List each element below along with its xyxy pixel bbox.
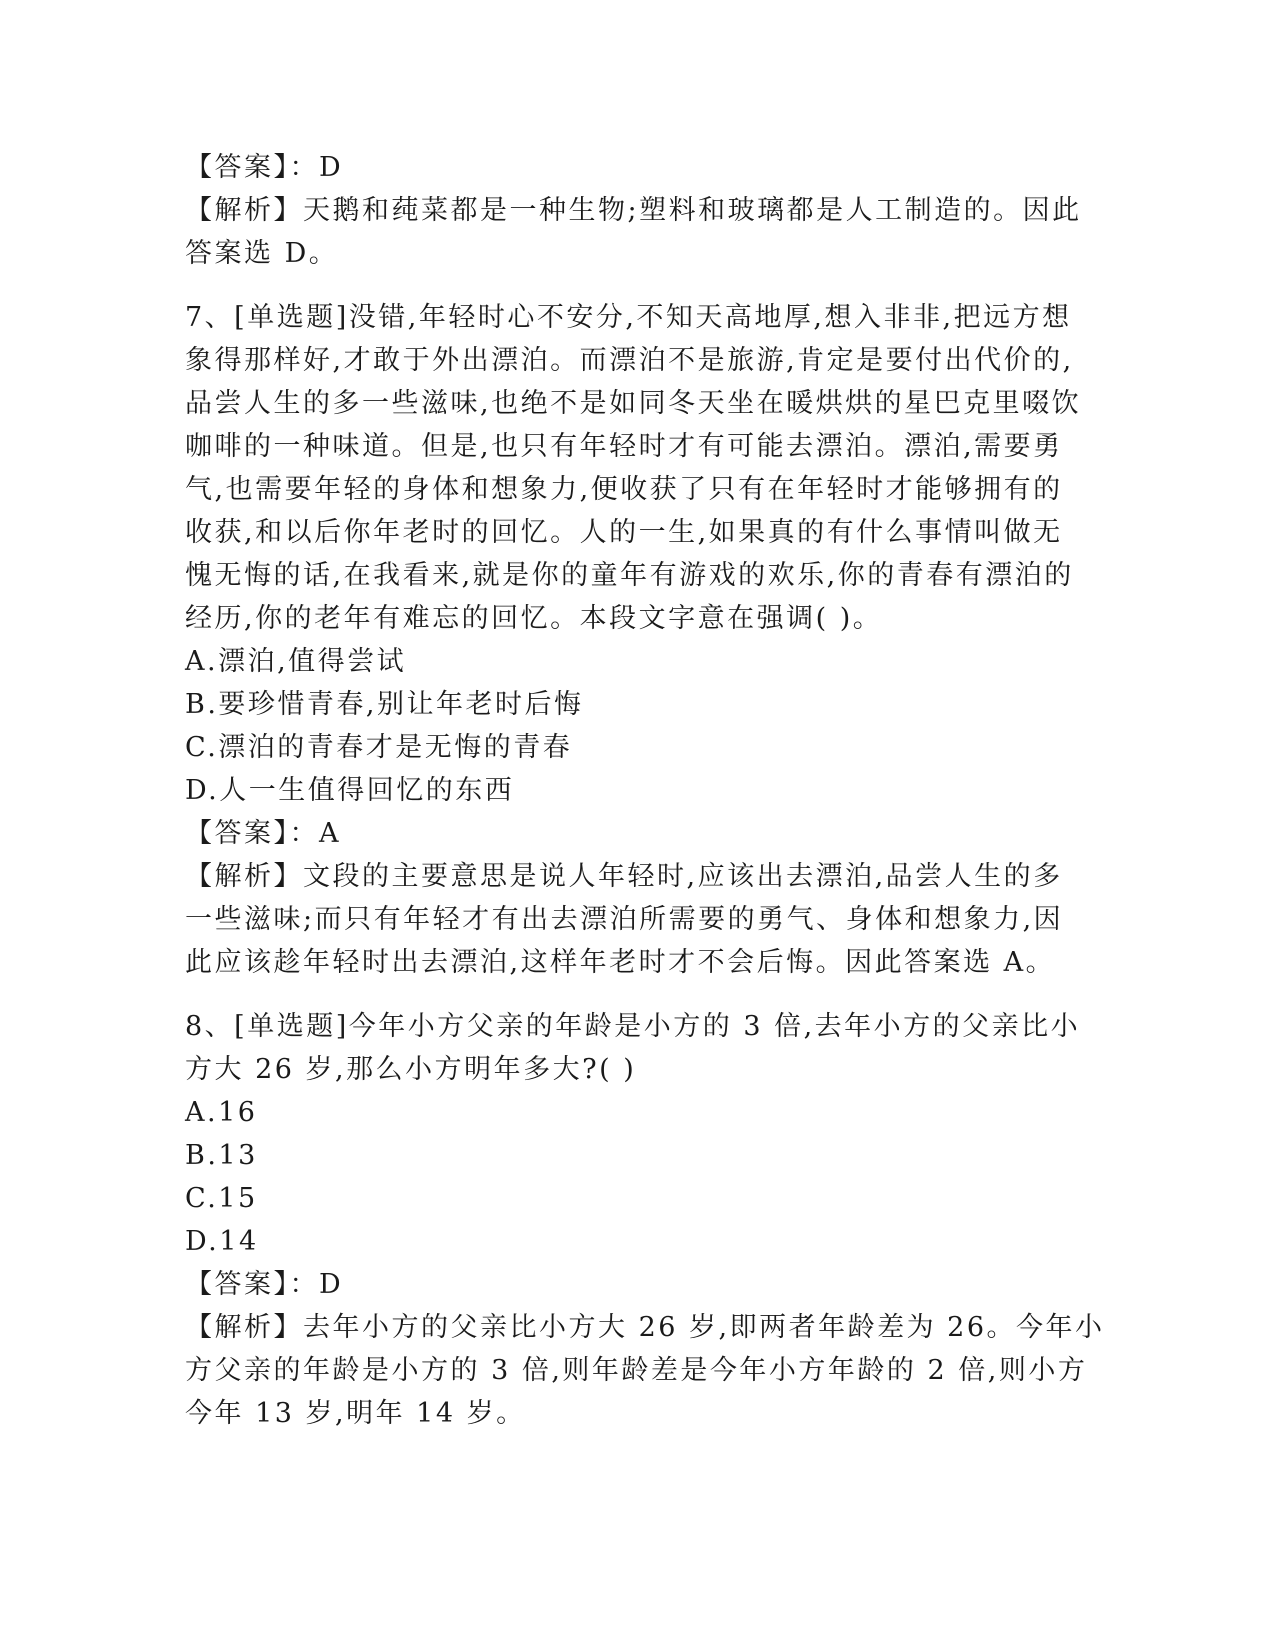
option-d: D.人一生值得回忆的东西 bbox=[185, 775, 515, 806]
option-d: D.14 bbox=[185, 1226, 259, 1257]
analysis-line: 答案选 D。 bbox=[185, 238, 339, 269]
prev-question-tail bbox=[185, 146, 1085, 275]
answer-line: 【答案】：D bbox=[185, 152, 344, 183]
question-8 bbox=[185, 1005, 1105, 1435]
analysis-line: 一些滋味;而只有年轻才有出去漂泊所需要的勇气、身体和想象力,因 bbox=[185, 904, 1064, 935]
question-stem-line: 象得那样好,才敢于外出漂泊。而漂泊不是旅游,肯定是要付出代价的, bbox=[185, 345, 1074, 376]
analysis-line: 此应该趁年轻时出去漂泊,这样年老时才不会后悔。因此答案选 A。 bbox=[185, 947, 1056, 978]
option-b: B.13 bbox=[185, 1140, 258, 1171]
question-stem-line: 气,也需要年轻的身体和想象力,便收获了只有在年轻时才能够拥有的 bbox=[185, 474, 1063, 505]
question-stem-line: 8、[单选题]今年小方父亲的年龄是小方的 3 倍,去年小方的父亲比小 bbox=[185, 1011, 1081, 1042]
question-stem-line: 方大 26 岁,那么小方明年多大?( ) bbox=[185, 1054, 637, 1085]
analysis-line: 【解析】去年小方的父亲比小方大 26 岁,即两者年龄差为 26。今年小 bbox=[185, 1312, 1105, 1343]
document-page bbox=[185, 146, 1105, 1435]
analysis-line: 今年 13 岁,明年 14 岁。 bbox=[185, 1398, 526, 1429]
option-a: A.16 bbox=[185, 1097, 258, 1128]
option-a: A.漂泊,值得尝试 bbox=[185, 646, 407, 677]
answer-line: 【答案】：D bbox=[185, 1269, 344, 1300]
question-stem-line: 经历,你的老年有难忘的回忆。本段文字意在强调( )。 bbox=[185, 603, 883, 634]
option-c: C.漂泊的青春才是无悔的青春 bbox=[185, 732, 573, 763]
analysis-line: 方父亲的年龄是小方的 3 倍,则年龄差是今年小方年龄的 2 倍,则小方 bbox=[185, 1355, 1088, 1386]
paragraph-gap bbox=[185, 275, 1085, 296]
analysis-line: 【解析】文段的主要意思是说人年轻时,应该出去漂泊,品尝人生的多 bbox=[185, 861, 1063, 892]
paragraph-gap bbox=[185, 984, 1085, 1005]
question-stem-line: 收获,和以后你年老时的回忆。人的一生,如果真的有什么事情叫做无 bbox=[185, 517, 1063, 548]
question-7 bbox=[185, 296, 1085, 984]
question-stem-line: 愧无悔的话,在我看来,就是你的童年有游戏的欢乐,你的青春有漂泊的 bbox=[185, 560, 1074, 591]
question-stem-line: 品尝人生的多一些滋味,也绝不是如同冬天坐在暖烘烘的星巴克里啜饮 bbox=[185, 388, 1082, 419]
answer-line: 【答案】：A bbox=[185, 818, 341, 849]
analysis-line: 【解析】天鹅和莼菜都是一种生物;塑料和玻璃都是人工制造的。因此 bbox=[185, 195, 1082, 226]
question-stem-line: 7、[单选题]没错,年轻时心不安分,不知天高地厚,想入非非,把远方想 bbox=[185, 302, 1072, 333]
question-stem-line: 咖啡的一种味道。但是,也只有年轻时才有可能去漂泊。漂泊,需要勇 bbox=[185, 431, 1063, 462]
option-c: C.15 bbox=[185, 1183, 258, 1214]
option-b: B.要珍惜青春,别让年老时后悔 bbox=[185, 689, 584, 720]
